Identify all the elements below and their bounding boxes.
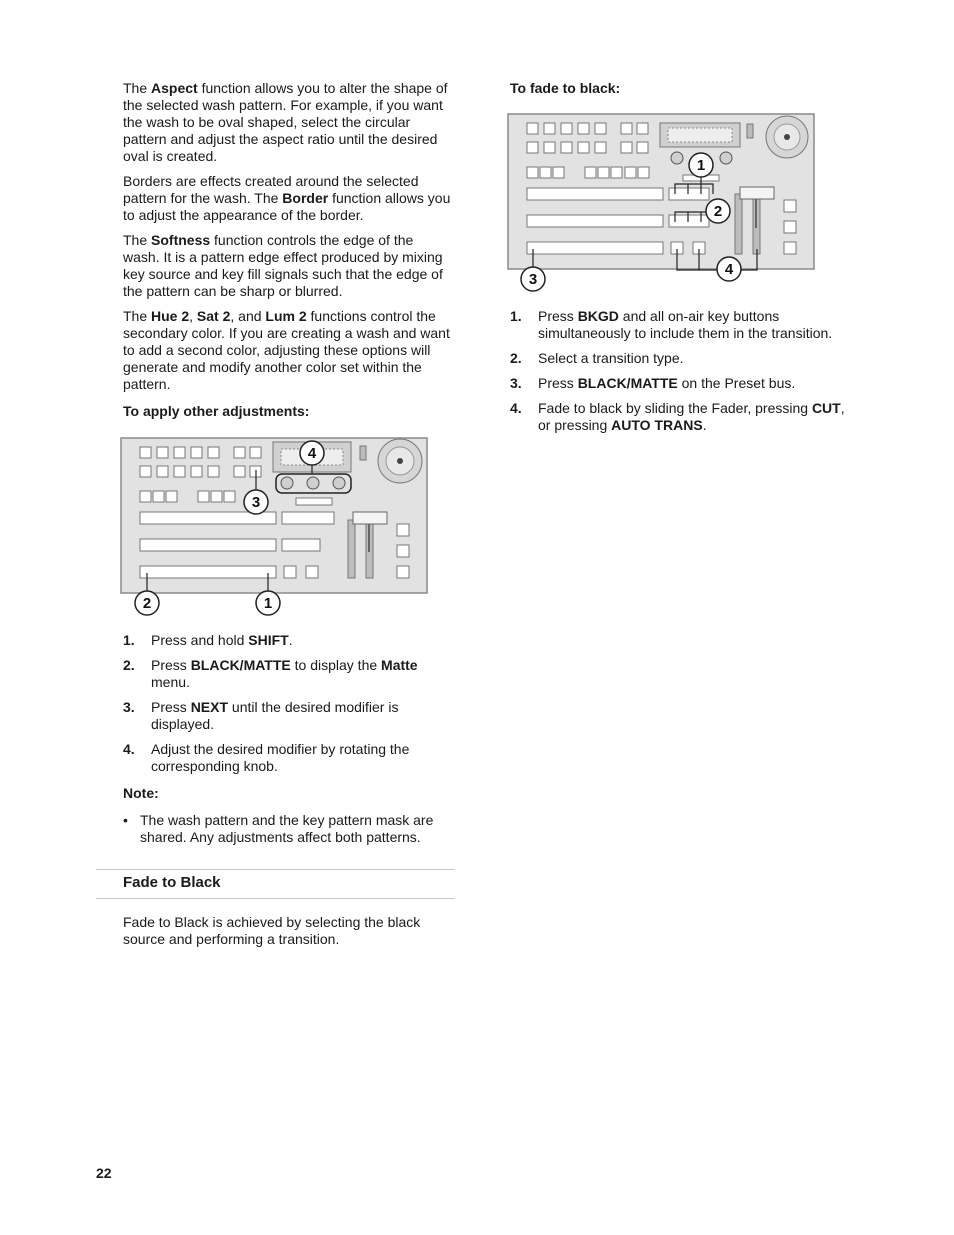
callout-1: 1 [696,157,706,174]
callout-2: 2 [142,595,152,612]
callout-3: 3 [251,494,261,511]
apply-adjustments-steps [123,632,453,846]
control-panel-figure-adjustments [116,432,434,622]
apply-adjustments-heading: To apply other adjustments: [123,403,310,419]
secondary-color-paragraph: The Hue 2, Sat 2, and Lum 2 functions control the secondary color. If you are creating a wash and want to add a second color, adjusting these options will generate and modify another color set within the pattern. [123,308,450,392]
aspect-paragraph: The Aspect function allows you to alter the shape of the selected wash pattern. For example, if you want the wash to be oval shaped, select the circular pattern and adjust the aspect ratio until the desired oval is created. [123,80,448,164]
step-item: 2. Select a transition type. [510,350,684,366]
border-paragraph: Borders are effects created around the selected pattern for the wash. The Border function allows you to adjust the appearance of the border. [123,173,451,223]
adjustment-knobs [281,477,345,489]
right-column [510,80,845,105]
section-rule-top [96,869,454,870]
step-item: 3. Press BLACK/MATTE on the Preset bus. [510,375,796,391]
note-label: Note: [123,785,159,801]
callout-1: 1 [263,595,273,612]
left-column [123,80,453,428]
step-item: 1. Press BKGD and all on-air key buttons simultaneously to include them in the transition. [510,308,833,341]
fade-to-black-heading: To fade to black: [510,80,621,96]
softness-paragraph: The Softness function controls the edge of the wash. It is a pattern edge effect produced by mixing key source and key fill signals such that the edge of the pattern can be sharp or blurred. [123,232,443,299]
step-item: 4. Fade to black by sliding the Fader, pressing CUT, or pressing AUTO TRANS. [510,400,845,433]
callout-3: 3 [528,271,538,288]
section-rule-bottom [96,898,454,899]
fade-intro-paragraph: Fade to Black is achieved by selecting the black source and performing a transition. [123,914,421,947]
step-item: 2. Press BLACK/MATTE to display the Matte menu. [123,657,418,690]
fade-to-black-steps [510,308,845,442]
callout-4: 4 [724,261,734,278]
control-panel-figure-fade [505,108,819,294]
section-title: Fade to Black [123,874,221,891]
step-item: 4. Adjust the desired modifier by rotating the corresponding knob. [123,741,410,774]
step-item: 3. Press NEXT until the desired modifier is displayed. [123,699,399,732]
step-item: 1. Press and hold SHIFT. [123,632,293,648]
callout-2: 2 [713,203,723,220]
page-number: 22 [96,1165,112,1181]
note-bullet-item: • The wash pattern and the key pattern mask are shared. Any adjustments affect both patterns. [123,812,434,845]
callout-4: 4 [307,445,317,462]
